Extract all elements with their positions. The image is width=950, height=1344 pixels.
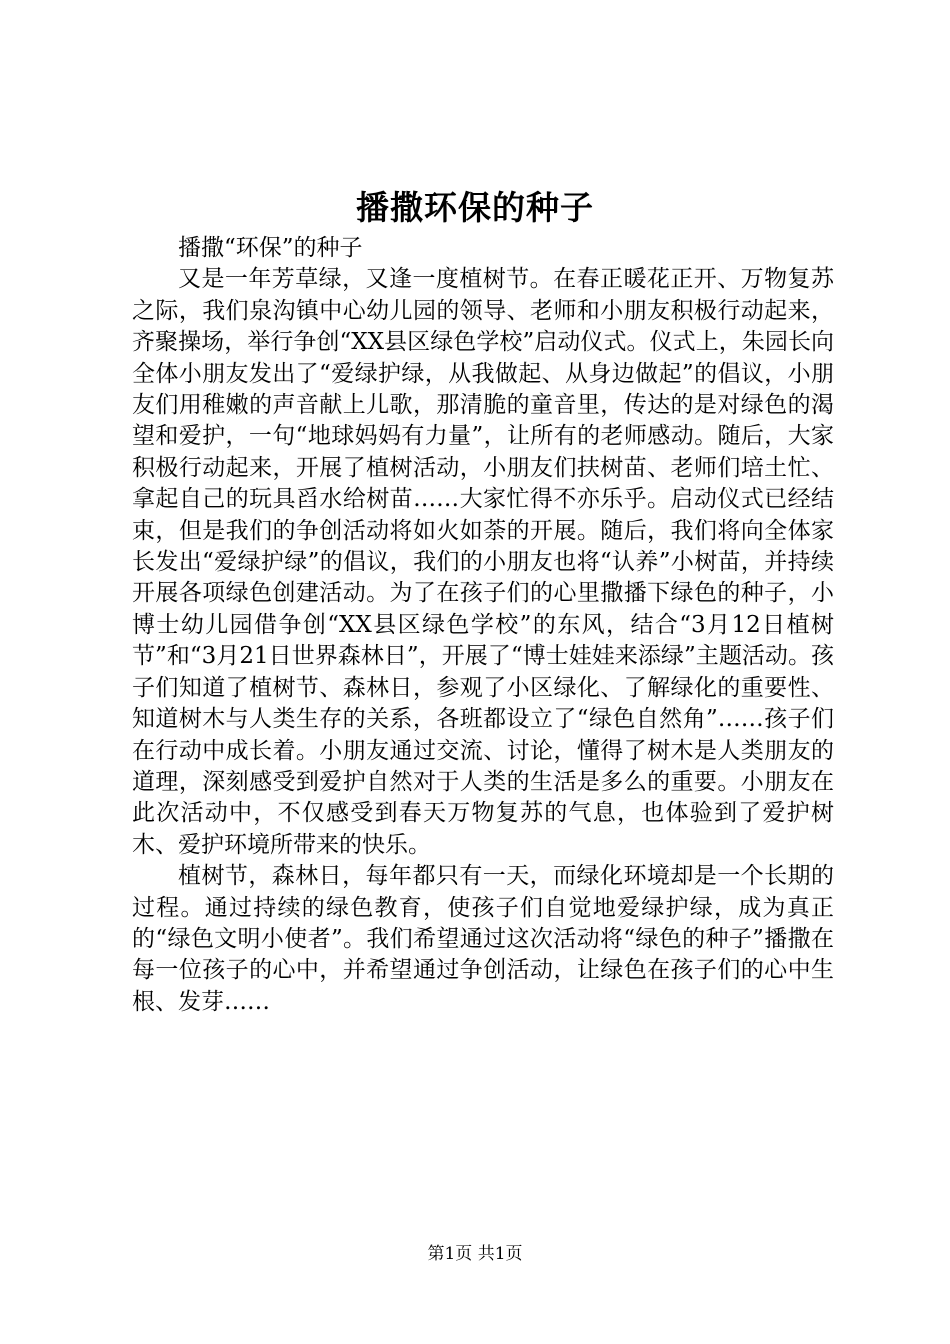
- body-paragraph-2: 植树节，森林日，每年都只有一天，而绿化环境却是一个长期的过程。通过持续的绿色教育，使孩子们自觉地爱绿护绿，成为真正的“绿色文明小使者”。我们希望通过这次活动将“绿色的种子”播撒在每一位孩子的心中，并希望通过争创活动，让绿色在孩子们的心中生根、发芽……: [132, 863, 834, 1015]
- document-body: [132, 233, 834, 1018]
- body-paragraph-1: 又是一年芳草绿，又逢一度植树节。在春正暖花正开、万物复苏之际，我们泉沟镇中心幼儿园的领导、老师和小朋友积极行动起来，齐聚操场，举行争创“XX县区绿色学校”启动仪式。仪式上，朱园长向全体小朋友发出了“爱绿护绿，从我做起、从身边做起”的倡议，小朋友们用稚嫩的声音献上儿歌，那清脆的童音里，传达的是对绿色的渴望和爱护，一句“地球妈妈有力量”，让所有的老师感动。随后，大家积极行动起来，开展了植树活动，小朋友们扶树苗、老师们培土忙、拿起自己的玩具舀水给树苗……大家忙得不亦乐乎。启动仪式已经结束，但是我们的争创活动将如火如荼的开展。随后，我们将向全体家长发出“爱绿护绿”的倡议，我们的小朋友也将“认养”小树苗，并持续开展各项绿色创建活动。为了在孩子们的心里撒播下绿色的种子，小博士幼儿园借争创“XX县区绿色学校”的东风，结合“3月12日植树节”和“3月21日世界森林日”，开展了“博士娃娃来添绿”主题活动。孩子们知道了植树节、森林日，参观了小区绿化、了解绿化的重要性、知道树木与人类生存的关系，各班都设立了“绿色自然角”……孩子们在行动中成长着。小朋友通过交流、讨论，懂得了树木是人类朋友的道理，深刻感受到爱护自然对于人类的生活是多么的重要。小朋友在此次活动中，不仅感受到春天万物复苏的气息，也体验到了爱护树木、爱护环境所带来的快乐。: [132, 266, 834, 858]
- page-footer: 第1页 共1页: [427, 1244, 523, 1264]
- subtitle-paragraph: 播撒“环保”的种子: [178, 235, 363, 261]
- document-title: 播撒环保的种子: [356, 188, 594, 227]
